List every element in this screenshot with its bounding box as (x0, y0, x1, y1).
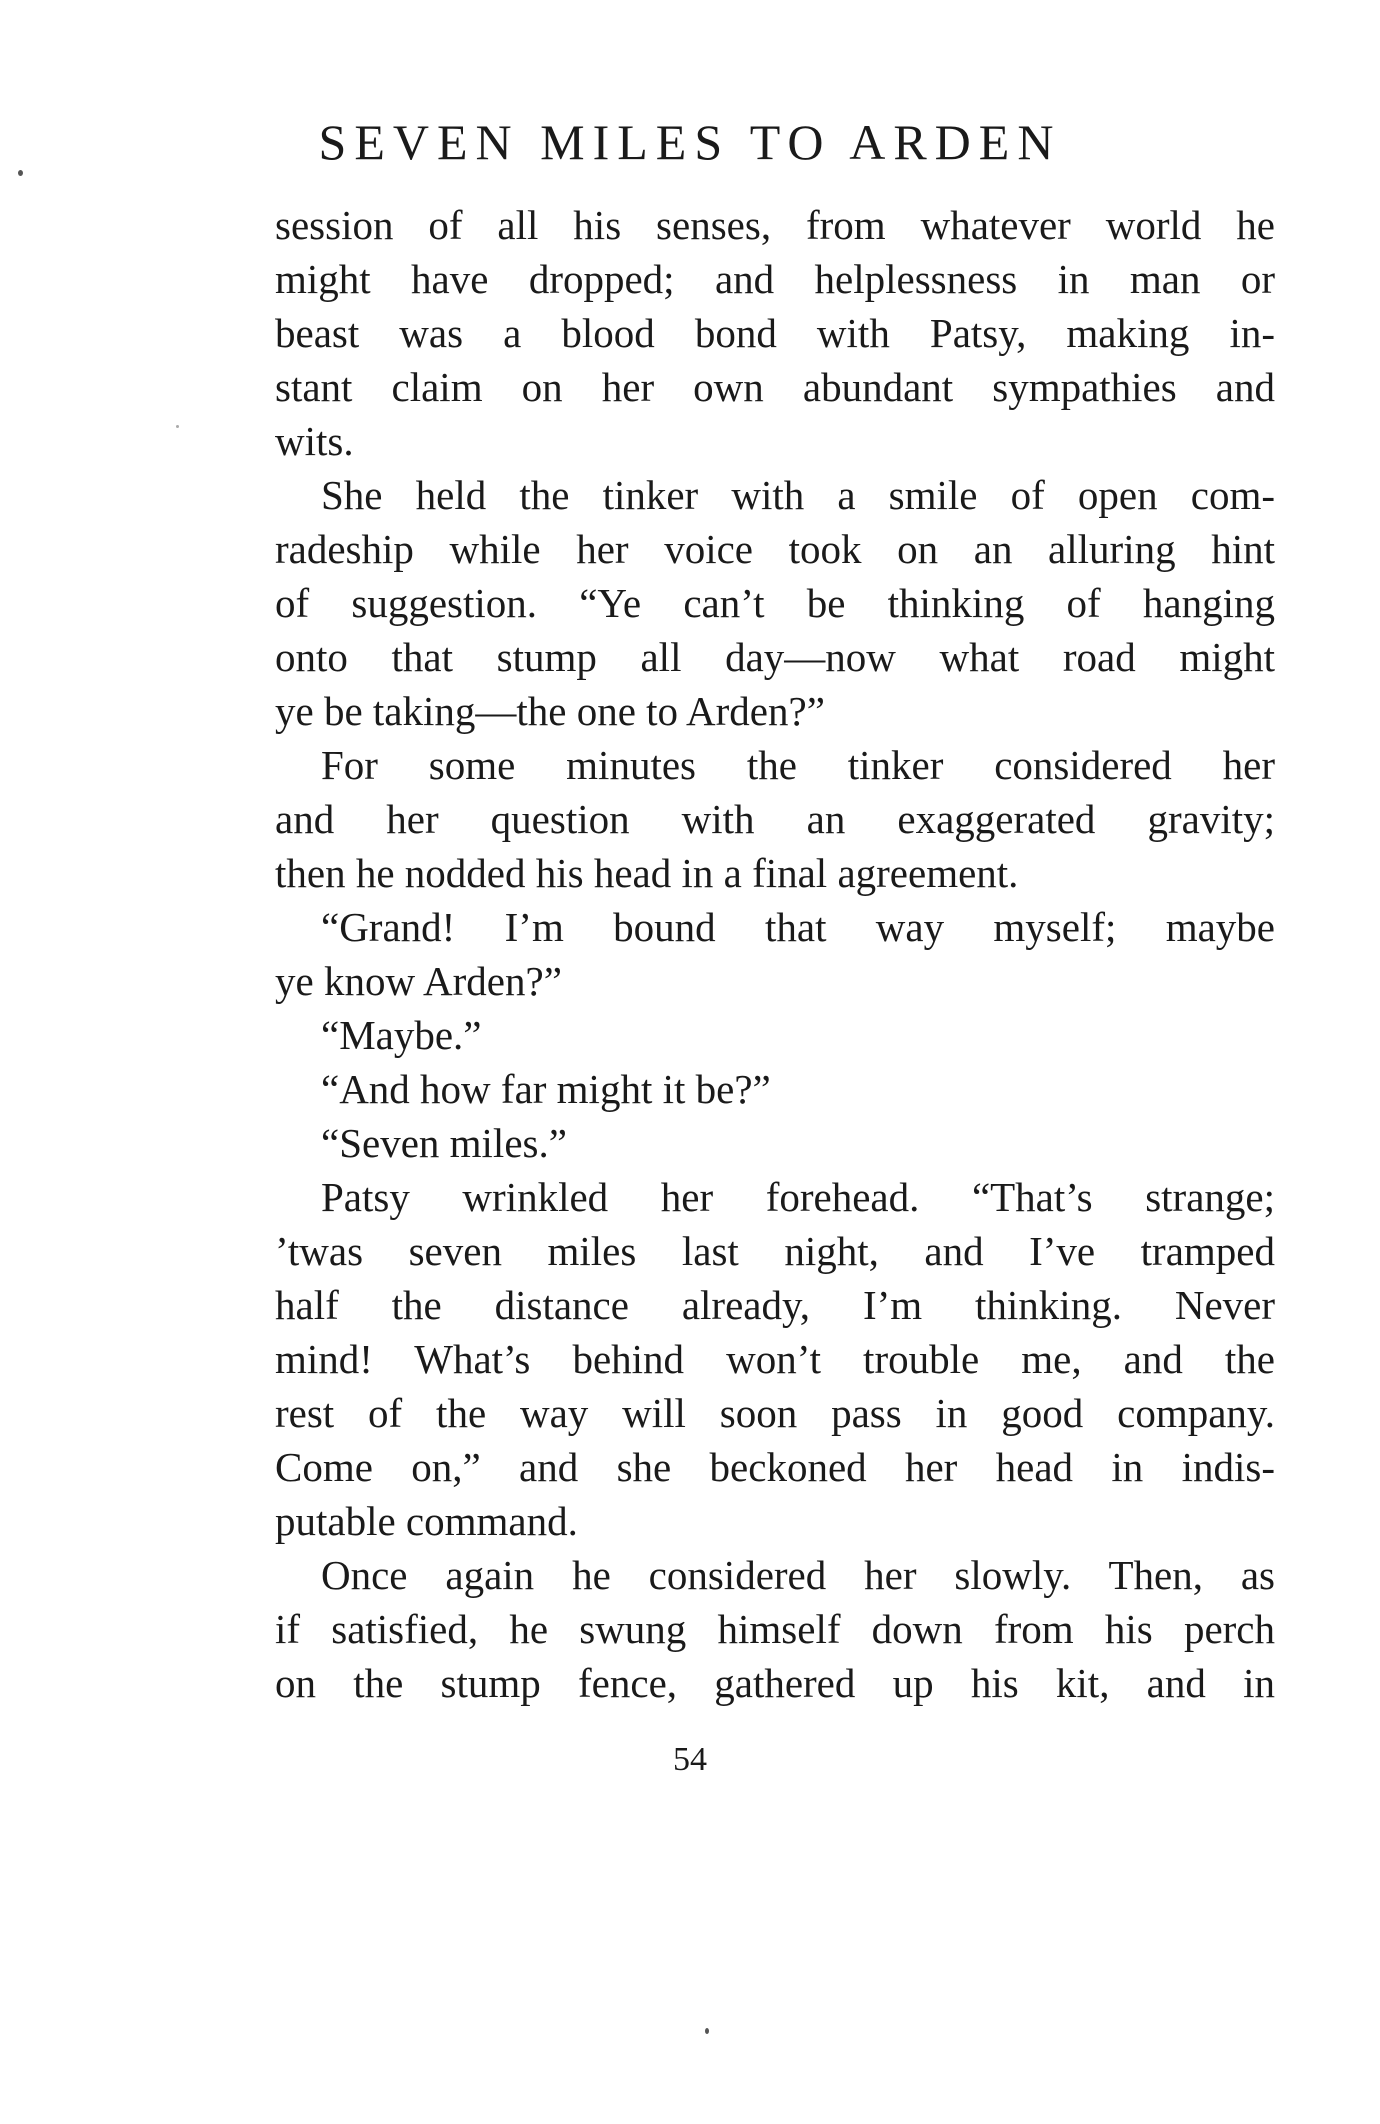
text-line: on the stump fence, gathered up his kit, and in (275, 1660, 1275, 1706)
text-line: half the distance already, I’m thinking. Never (275, 1282, 1275, 1328)
body-text (275, 198, 1275, 1710)
text-line: beast was a blood bond with Patsy, making in- (275, 310, 1275, 356)
text-line: ye be taking—the one to Arden?” (275, 688, 825, 734)
text-line: mind! What’s behind won’t trouble me, and the (275, 1336, 1275, 1382)
text-line: of suggestion. “Ye can’t be thinking of hanging (275, 580, 1275, 626)
text-line: then he nodded his head in a final agreement. (275, 850, 1019, 896)
paragraph-start-line: Once again he considered her slowly. Then, as (321, 1552, 1275, 1598)
scan-speck (176, 425, 179, 428)
paragraph-start-line: She held the tinker with a smile of open com- (321, 472, 1275, 518)
text-line: session of all his senses, from whatever world he (275, 202, 1275, 248)
page-number: 54 (673, 1741, 707, 1778)
paragraph-start-line: Patsy wrinkled her forehead. “That’s strange; (321, 1174, 1275, 1220)
text-line: radeship while her voice took on an alluring hint (275, 526, 1275, 572)
text-line: rest of the way will soon pass in good company. (275, 1390, 1275, 1436)
paragraph-start-line: “And how far might it be?” (321, 1066, 771, 1112)
paragraph-start-line: “Seven miles.” (321, 1120, 567, 1166)
text-line: might have dropped; and helplessness in man or (275, 256, 1275, 302)
text-line: stant claim on her own abundant sympathies and (275, 364, 1275, 410)
text-line: onto that stump all day—now what road might (275, 634, 1275, 680)
text-line: Come on,” and she beckoned her head in indis- (275, 1444, 1275, 1490)
paragraph-start-line: “Grand! I’m bound that way myself; maybe (321, 904, 1275, 950)
running-head: SEVEN MILES TO ARDEN (318, 114, 1062, 170)
text-line: ’twas seven miles last night, and I’ve tramped (275, 1228, 1275, 1274)
scan-speck (18, 170, 23, 176)
text-line: putable command. (275, 1498, 578, 1544)
text-line: wits. (275, 418, 354, 464)
text-line: if satisfied, he swung himself down from his perch (275, 1606, 1275, 1652)
text-line: and her question with an exaggerated gravity; (275, 796, 1275, 842)
paragraph-start-line: For some minutes the tinker considered her (321, 742, 1275, 788)
text-line: ye know Arden?” (275, 958, 562, 1004)
paragraph-start-line: “Maybe.” (321, 1012, 482, 1058)
scan-speck (705, 2028, 709, 2034)
